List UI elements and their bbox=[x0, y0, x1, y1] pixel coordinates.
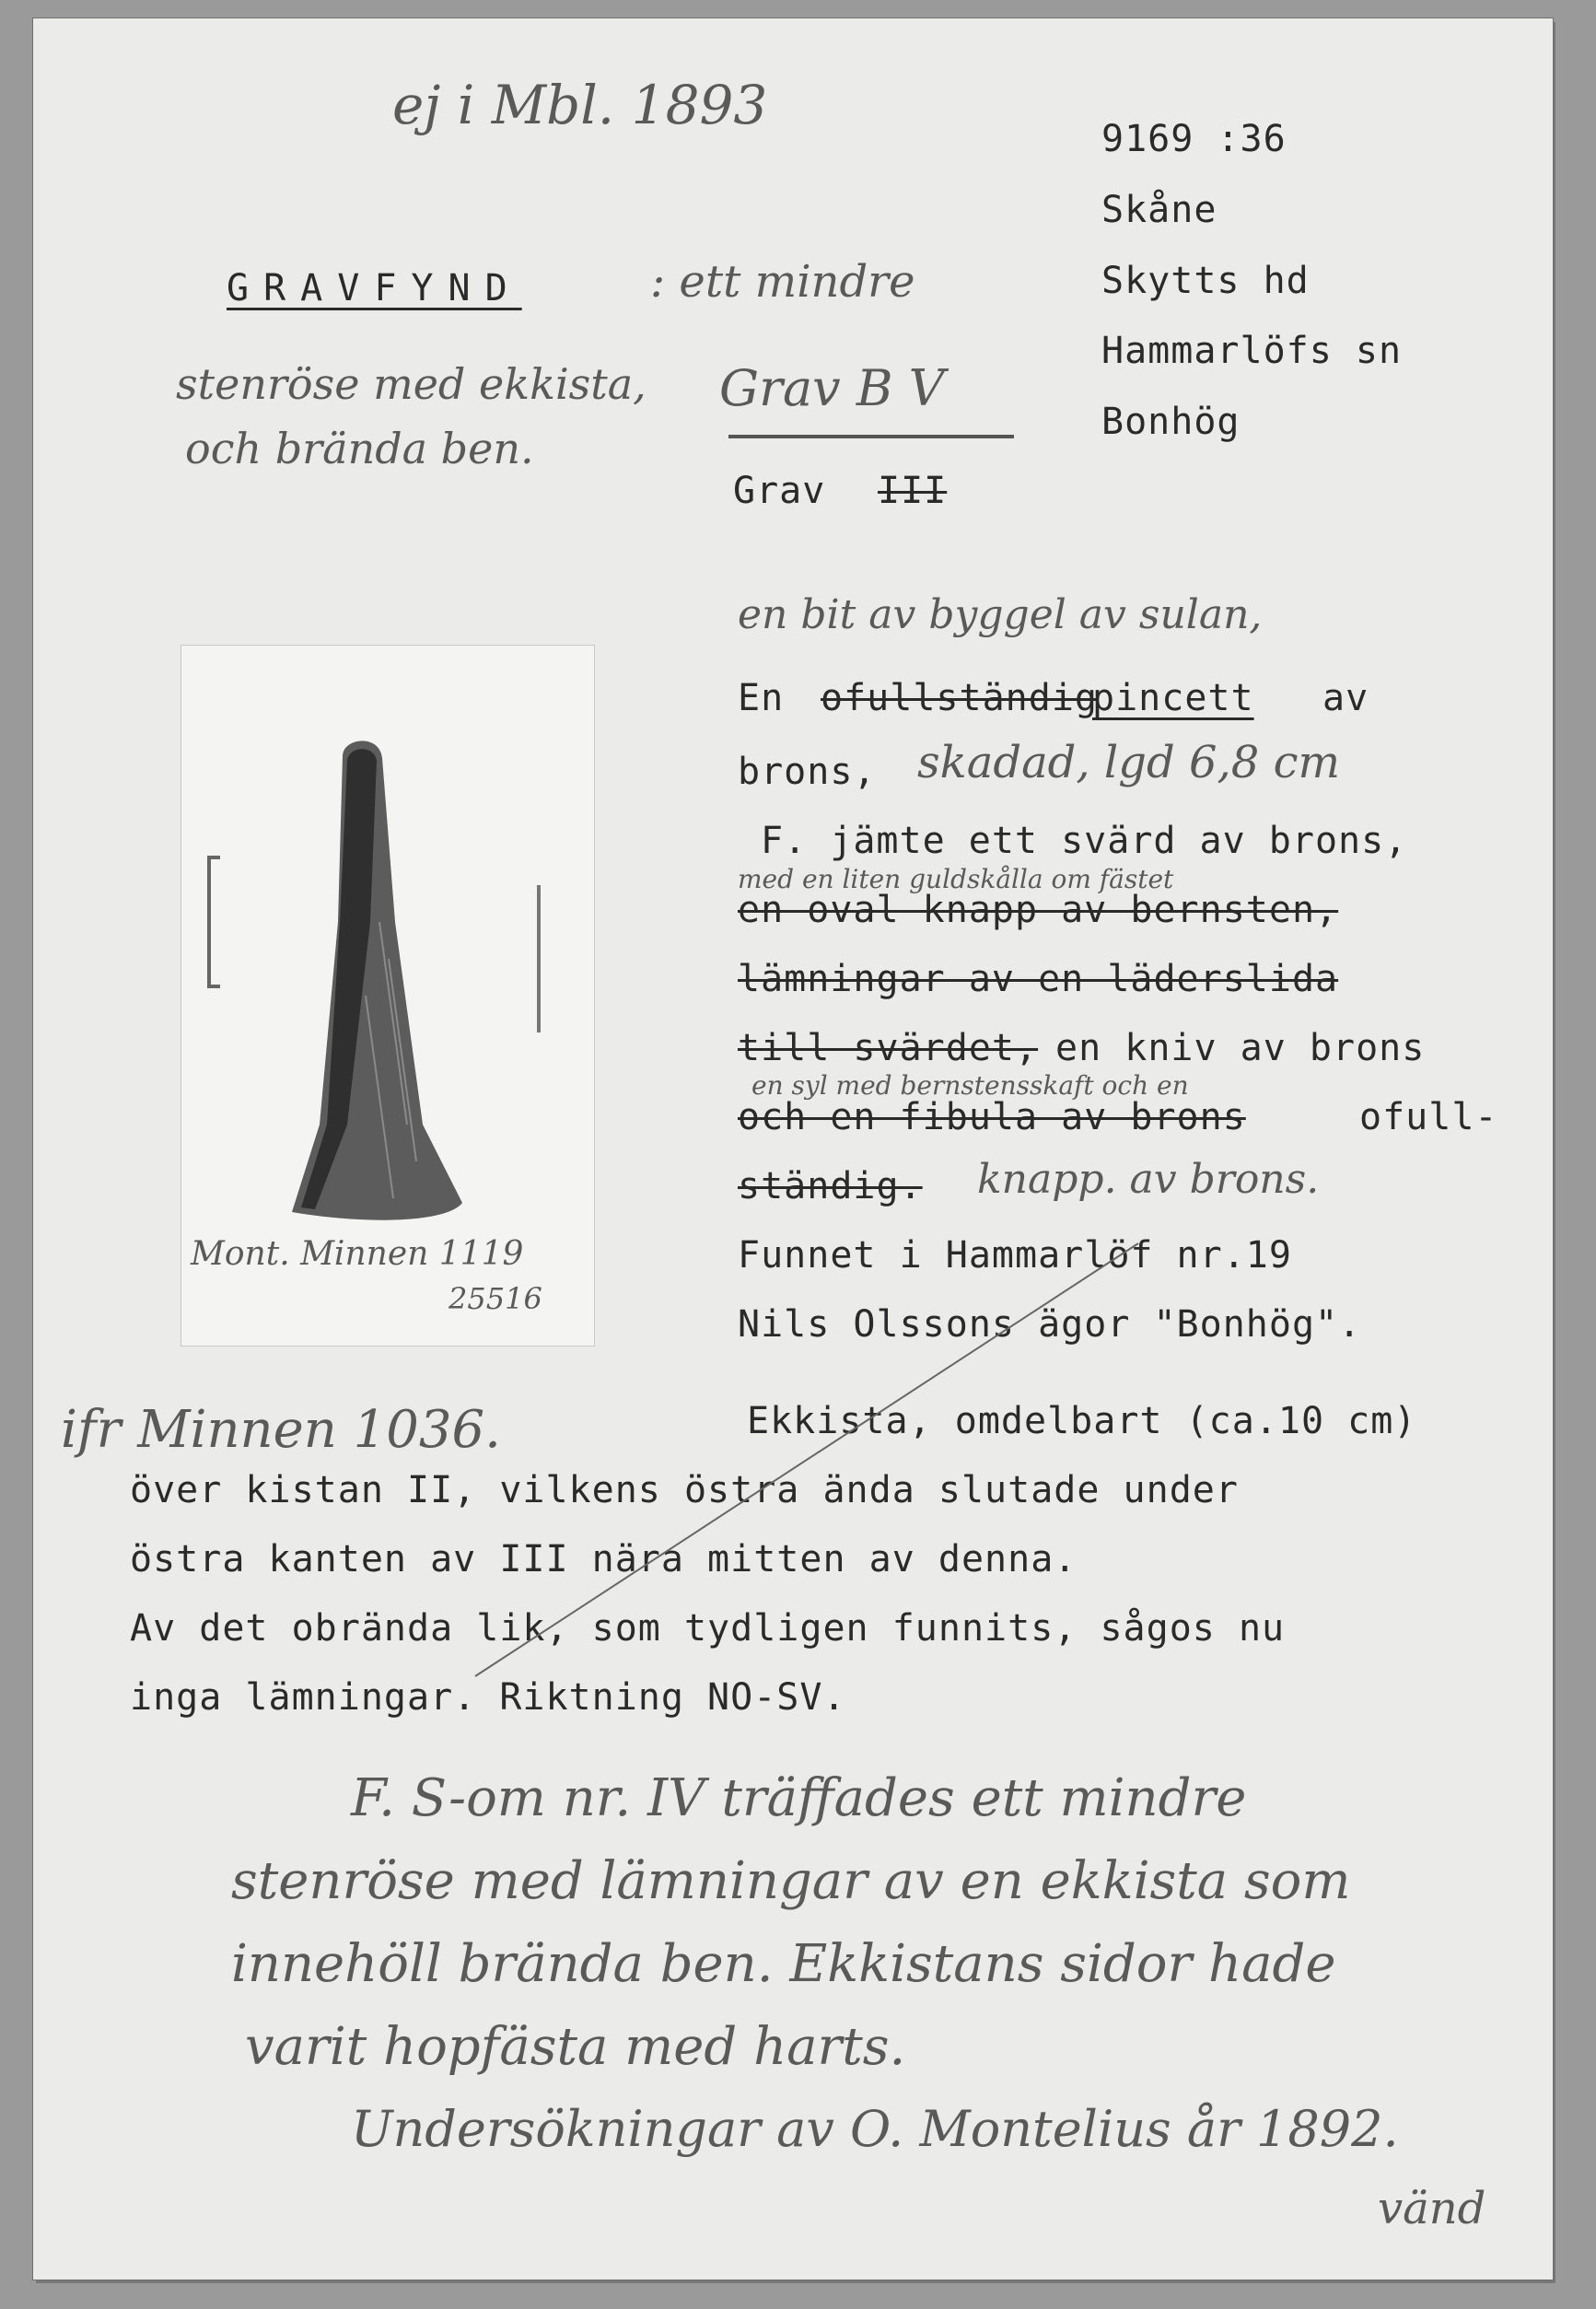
line-2-brons: brons, bbox=[738, 751, 877, 793]
catalog-parish: Hammarlöfs sn bbox=[1101, 330, 1403, 372]
insert-bit: en bit av byggel av sulan, bbox=[738, 591, 1263, 638]
grav-old: III bbox=[878, 470, 948, 512]
bottom-line-3: innehöll brända ben. Ekkistans sidor hade bbox=[231, 1934, 1336, 1994]
line-6-kniv: en kniv av brons bbox=[1055, 1027, 1426, 1069]
bottom-vand: vänd bbox=[1378, 2183, 1486, 2234]
catalog-number: 9169 :36 bbox=[1101, 118, 1287, 160]
line-1-pincett: pincett bbox=[1092, 677, 1254, 719]
bottom-line-1: F. S-om nr. IV träffades ett mindre bbox=[351, 1768, 1247, 1828]
catalog-site: Bonhög bbox=[1101, 401, 1241, 443]
insert-syl: en syl med bernstensskaft och en bbox=[751, 1070, 1189, 1101]
photo-caption-1: Mont. Minnen 1119 bbox=[191, 1235, 524, 1273]
line-14: Av det obrända lik, som tydligen funnits, sågos nu bbox=[130, 1607, 1286, 1650]
line-7-ofull: ofull- bbox=[1359, 1096, 1498, 1138]
note-line-2: stenröse med ekkista, bbox=[176, 359, 647, 409]
catalog-card bbox=[33, 18, 1553, 2280]
line-4: en oval knapp av bernsten, bbox=[738, 889, 1339, 931]
catalog-province: Skåne bbox=[1101, 189, 1217, 231]
photo-caption-2: 25516 bbox=[449, 1281, 542, 1316]
catalog-hundred: Skytts hd bbox=[1101, 260, 1310, 302]
line-5: lämningar av en läderslida bbox=[738, 958, 1339, 1000]
line-3: F. jämte ett svärd av brons, bbox=[761, 820, 1408, 862]
insert-guldskalla: med en liten guldskålla om fästet bbox=[738, 864, 1174, 894]
line-15: inga lämningar. Riktning NO-SV. bbox=[130, 1676, 846, 1719]
grav-new: Grav B V bbox=[719, 359, 945, 417]
line-2-handwritten: skadad, lgd 6,8 cm bbox=[917, 737, 1340, 788]
bottom-line-2: stenröse med lämningar av en ekkista som bbox=[231, 1851, 1351, 1911]
line-8-standig: ständig. bbox=[738, 1165, 923, 1207]
left-note-minnen: ifr Minnen 1036. bbox=[61, 1400, 501, 1460]
line-6-svardet: till svärdet, bbox=[738, 1027, 1039, 1069]
line-8-handwritten: knapp. av brons. bbox=[977, 1156, 1320, 1203]
line-13: östra kanten av III nära mitten av denna. bbox=[130, 1538, 1078, 1580]
line-7-fibula: och en fibula av brons bbox=[738, 1096, 1246, 1138]
line-1-av: av bbox=[1322, 677, 1369, 719]
title-note: : ett mindre bbox=[650, 256, 915, 308]
line-11-ekkista: Ekkista, omdelbart (ca.10 cm) bbox=[747, 1400, 1417, 1442]
document-title: GRAVFYND bbox=[227, 267, 522, 309]
note-line-3: och brända ben. bbox=[185, 424, 534, 473]
line-9-funnet: Funnet i Hammarlöf nr.19 bbox=[738, 1234, 1292, 1277]
line-12: över kistan II, vilkens östra ända slutade under bbox=[130, 1469, 1239, 1511]
line-1-en: En bbox=[738, 677, 785, 719]
bottom-line-4: varit hopfästa med harts. bbox=[245, 2017, 906, 2077]
line-1-ofullstandig: ofullständig bbox=[821, 677, 1098, 719]
grav-label: Grav bbox=[733, 470, 826, 512]
line-10-agor: Nils Olssons ägor "Bonhög". bbox=[738, 1303, 1362, 1346]
top-note: ej i Mbl. 1893 bbox=[392, 74, 768, 136]
bottom-line-5: Undersökningar av O. Montelius år 1892. bbox=[351, 2100, 1399, 2158]
